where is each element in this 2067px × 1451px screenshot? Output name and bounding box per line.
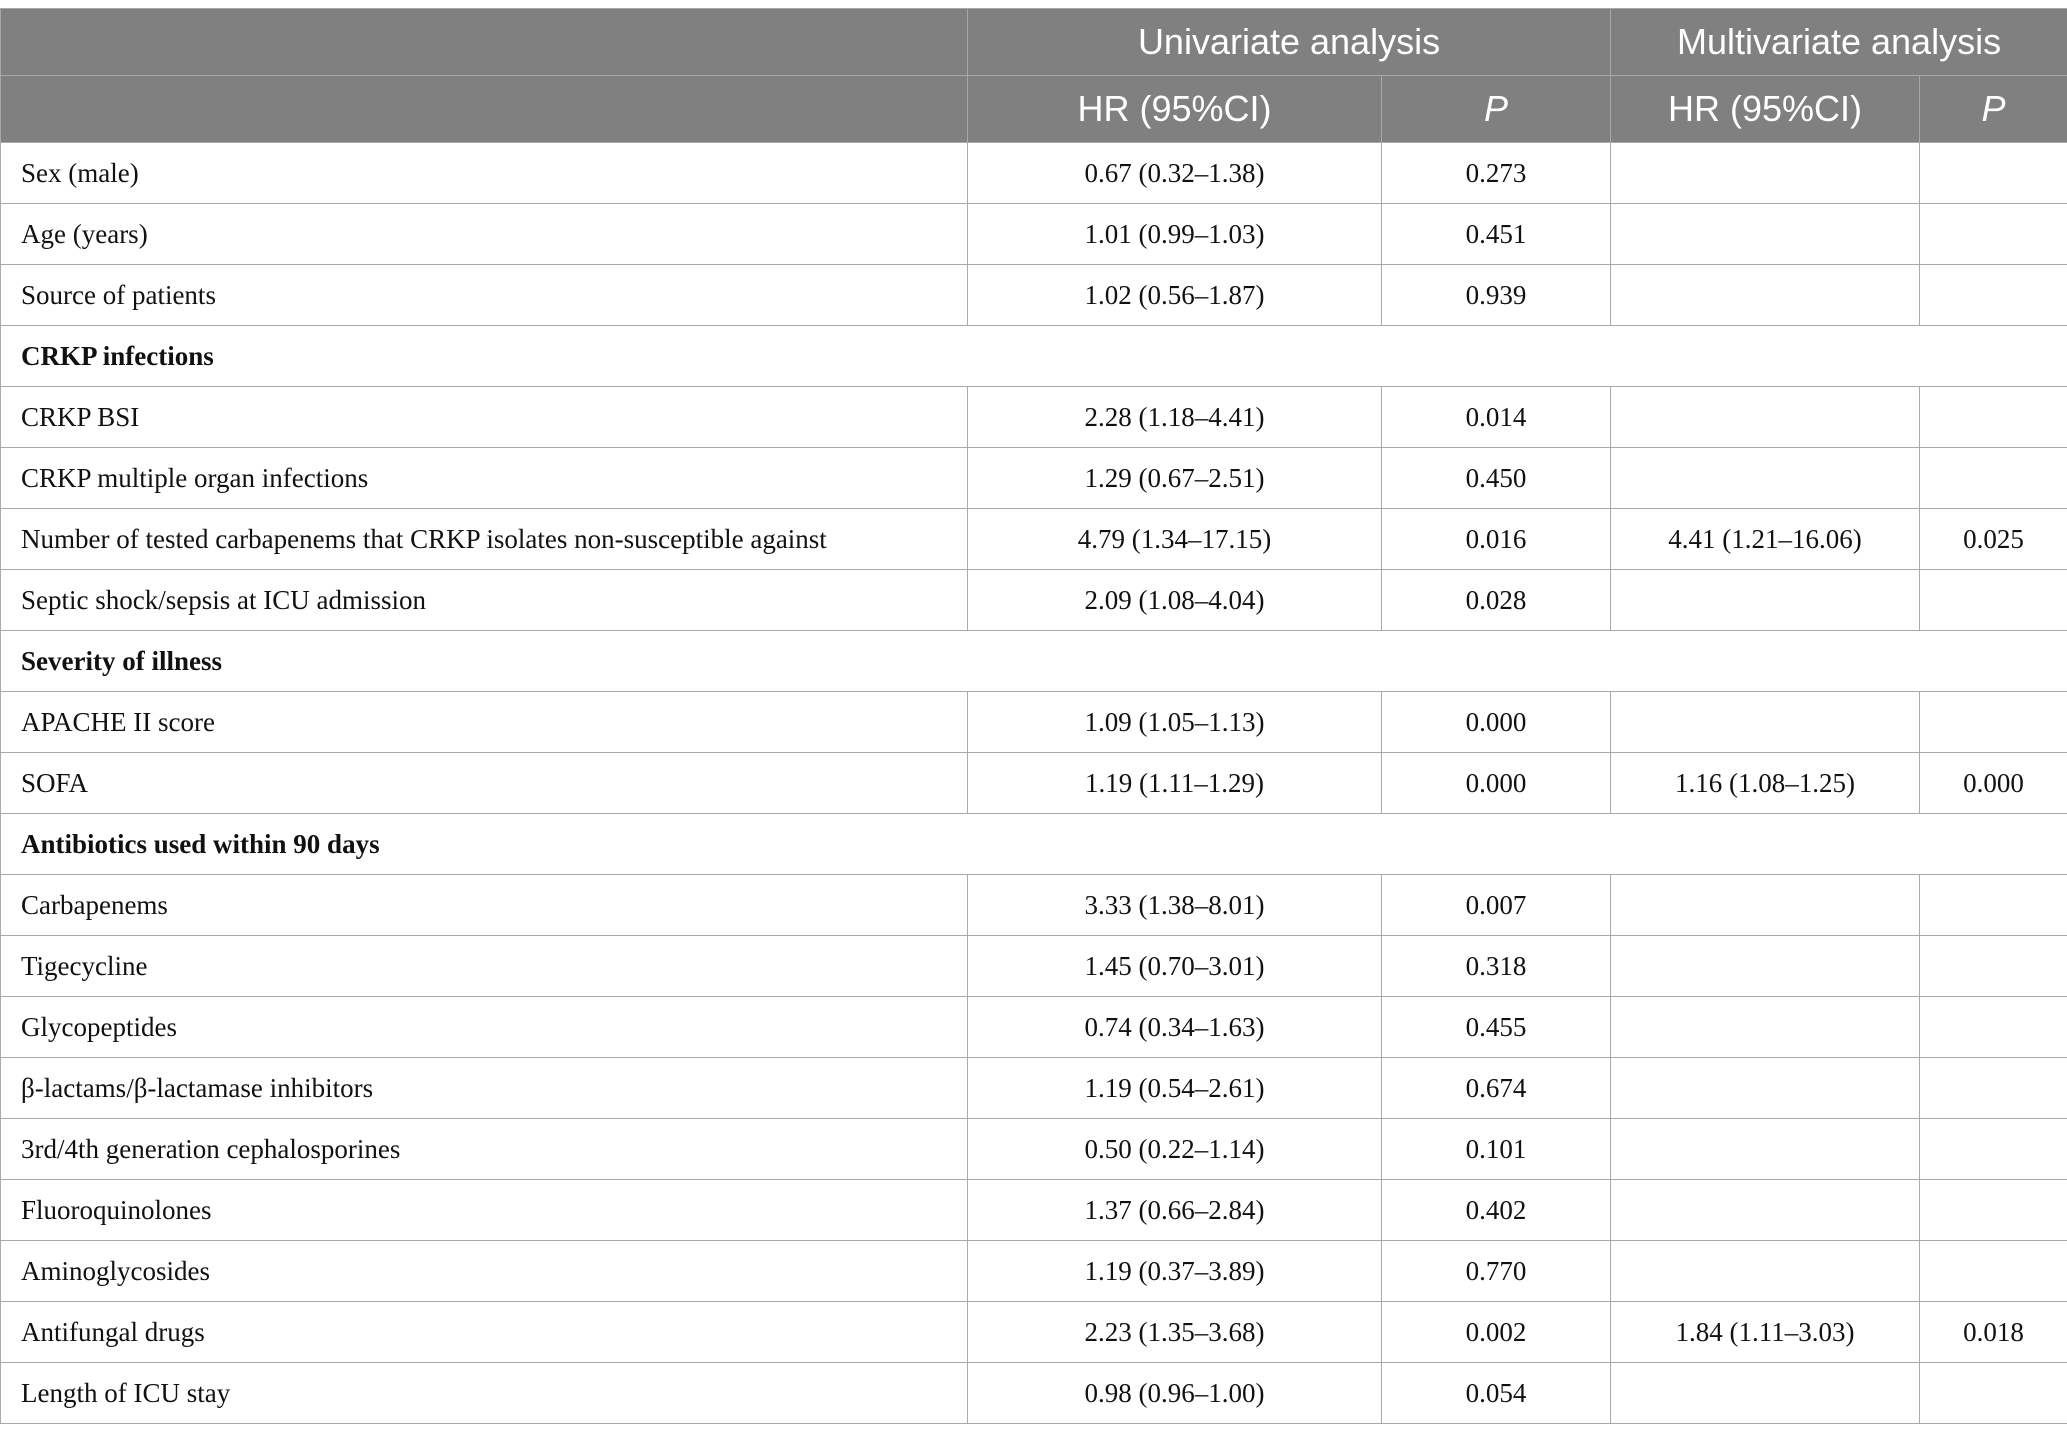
table-row [1, 1119, 2067, 1180]
uni-hr-cell: 2.23 (1.35–3.68) [968, 1302, 1382, 1363]
row-label: Antifungal drugs [1, 1302, 968, 1363]
table-row [1, 936, 2067, 997]
row-label: Source of patients [1, 265, 968, 326]
table-row [1, 753, 2067, 814]
header-multi-p: P [1920, 76, 2067, 143]
uni-p-cell: 0.674 [1382, 1058, 1611, 1119]
multi-hr-cell [1611, 204, 1920, 265]
uni-hr-cell: 0.98 (0.96–1.00) [968, 1363, 1382, 1424]
uni-p-cell: 0.028 [1382, 570, 1611, 631]
table-row [1, 448, 2067, 509]
multi-hr-cell: 1.16 (1.08–1.25) [1611, 753, 1920, 814]
header-uni-p: P [1382, 76, 1611, 143]
multi-hr-cell: 4.41 (1.21–16.06) [1611, 509, 1920, 570]
uni-p-cell: 0.000 [1382, 692, 1611, 753]
row-label: APACHE II score [1, 692, 968, 753]
multi-p-cell [1920, 387, 2067, 448]
multi-hr-cell [1611, 936, 1920, 997]
uni-p-cell: 0.939 [1382, 265, 1611, 326]
table-row [1, 1241, 2067, 1302]
section-label: Antibiotics used within 90 days [1, 814, 2067, 875]
multi-hr-cell [1611, 387, 1920, 448]
table-row [1, 509, 2067, 570]
table-row [1, 997, 2067, 1058]
uni-hr-cell: 1.29 (0.67–2.51) [968, 448, 1382, 509]
multi-hr-cell [1611, 448, 1920, 509]
table-row [1, 265, 2067, 326]
row-label: SOFA [1, 753, 968, 814]
row-label: Tigecycline [1, 936, 968, 997]
multi-p-cell [1920, 692, 2067, 753]
uni-hr-cell: 1.37 (0.66–2.84) [968, 1180, 1382, 1241]
header-blank-sub [1, 76, 968, 143]
uni-p-cell: 0.455 [1382, 997, 1611, 1058]
multi-hr-cell [1611, 1363, 1920, 1424]
header-multivariate: Multivariate analysis [1611, 9, 2067, 76]
uni-p-cell: 0.318 [1382, 936, 1611, 997]
multi-hr-cell [1611, 1241, 1920, 1302]
uni-hr-cell: 1.19 (1.11–1.29) [968, 753, 1382, 814]
table-row [1, 875, 2067, 936]
table-row [1, 1363, 2067, 1424]
multi-p-cell [1920, 448, 2067, 509]
uni-hr-cell: 1.19 (0.37–3.89) [968, 1241, 1382, 1302]
multi-hr-cell [1611, 143, 1920, 204]
row-label: Sex (male) [1, 143, 968, 204]
uni-p-cell: 0.007 [1382, 875, 1611, 936]
table-row [1, 387, 2067, 448]
uni-hr-cell: 2.09 (1.08–4.04) [968, 570, 1382, 631]
uni-p-cell: 0.054 [1382, 1363, 1611, 1424]
row-label: CRKP multiple organ infections [1, 448, 968, 509]
section-row [1, 326, 2067, 387]
uni-p-cell: 0.101 [1382, 1119, 1611, 1180]
header-uni-hr: HR (95%CI) [968, 76, 1382, 143]
multi-p-cell [1920, 570, 2067, 631]
multi-hr-cell [1611, 875, 1920, 936]
multi-p-cell [1920, 936, 2067, 997]
uni-p-cell: 0.002 [1382, 1302, 1611, 1363]
uni-p-cell: 0.016 [1382, 509, 1611, 570]
uni-p-cell: 0.273 [1382, 143, 1611, 204]
multi-hr-cell [1611, 692, 1920, 753]
multi-p-cell [1920, 1241, 2067, 1302]
section-row [1, 631, 2067, 692]
row-label: Age (years) [1, 204, 968, 265]
uni-p-cell: 0.450 [1382, 448, 1611, 509]
uni-hr-cell: 1.01 (0.99–1.03) [968, 204, 1382, 265]
multi-p-cell: 0.018 [1920, 1302, 2067, 1363]
uni-hr-cell: 1.45 (0.70–3.01) [968, 936, 1382, 997]
uni-hr-cell: 1.09 (1.05–1.13) [968, 692, 1382, 753]
table-row [1, 570, 2067, 631]
multi-hr-cell [1611, 997, 1920, 1058]
uni-p-cell: 0.402 [1382, 1180, 1611, 1241]
uni-p-cell: 0.451 [1382, 204, 1611, 265]
table-row [1, 1180, 2067, 1241]
multi-hr-cell [1611, 570, 1920, 631]
table-row [1, 204, 2067, 265]
table-header [1, 9, 2067, 143]
header-row-columns [1, 76, 2067, 143]
uni-hr-cell: 0.67 (0.32–1.38) [968, 143, 1382, 204]
table-body [1, 143, 2067, 1424]
uni-p-cell: 0.000 [1382, 753, 1611, 814]
row-label: Septic shock/sepsis at ICU admission [1, 570, 968, 631]
row-label: β-lactams/β-lactamase inhibitors [1, 1058, 968, 1119]
multi-hr-cell [1611, 265, 1920, 326]
row-label: Fluoroquinolones [1, 1180, 968, 1241]
row-label: Length of ICU stay [1, 1363, 968, 1424]
header-blank [1, 9, 968, 76]
multi-p-cell [1920, 265, 2067, 326]
multi-p-cell: 0.025 [1920, 509, 2067, 570]
row-label: Number of tested carbapenems that CRKP isolates non-susceptible against [1, 509, 968, 570]
multi-p-cell: 0.000 [1920, 753, 2067, 814]
uni-hr-cell: 0.50 (0.22–1.14) [968, 1119, 1382, 1180]
row-label: Aminoglycosides [1, 1241, 968, 1302]
multi-hr-cell [1611, 1058, 1920, 1119]
header-multi-hr: HR (95%CI) [1611, 76, 1920, 143]
multi-p-cell [1920, 143, 2067, 204]
row-label: CRKP BSI [1, 387, 968, 448]
uni-p-cell: 0.770 [1382, 1241, 1611, 1302]
table-row [1, 1302, 2067, 1363]
multi-p-cell [1920, 875, 2067, 936]
uni-hr-cell: 1.02 (0.56–1.87) [968, 265, 1382, 326]
uni-hr-cell: 1.19 (0.54–2.61) [968, 1058, 1382, 1119]
regression-table [0, 8, 2067, 1424]
section-row [1, 814, 2067, 875]
multi-p-cell [1920, 997, 2067, 1058]
multi-p-cell [1920, 1058, 2067, 1119]
row-label: Glycopeptides [1, 997, 968, 1058]
uni-p-cell: 0.014 [1382, 387, 1611, 448]
uni-hr-cell: 3.33 (1.38–8.01) [968, 875, 1382, 936]
uni-hr-cell: 4.79 (1.34–17.15) [968, 509, 1382, 570]
multi-p-cell [1920, 1180, 2067, 1241]
uni-hr-cell: 0.74 (0.34–1.63) [968, 997, 1382, 1058]
table-row [1, 143, 2067, 204]
row-label: 3rd/4th generation cephalosporines [1, 1119, 968, 1180]
multi-p-cell [1920, 204, 2067, 265]
header-univariate: Univariate analysis [968, 9, 1611, 76]
multi-hr-cell: 1.84 (1.11–3.03) [1611, 1302, 1920, 1363]
multi-hr-cell [1611, 1119, 1920, 1180]
multi-p-cell [1920, 1363, 2067, 1424]
uni-hr-cell: 2.28 (1.18–4.41) [968, 387, 1382, 448]
multi-hr-cell [1611, 1180, 1920, 1241]
header-row-groups [1, 9, 2067, 76]
table-row [1, 1058, 2067, 1119]
section-label: Severity of illness [1, 631, 2067, 692]
multi-p-cell [1920, 1119, 2067, 1180]
section-label: CRKP infections [1, 326, 2067, 387]
row-label: Carbapenems [1, 875, 968, 936]
table-row [1, 692, 2067, 753]
